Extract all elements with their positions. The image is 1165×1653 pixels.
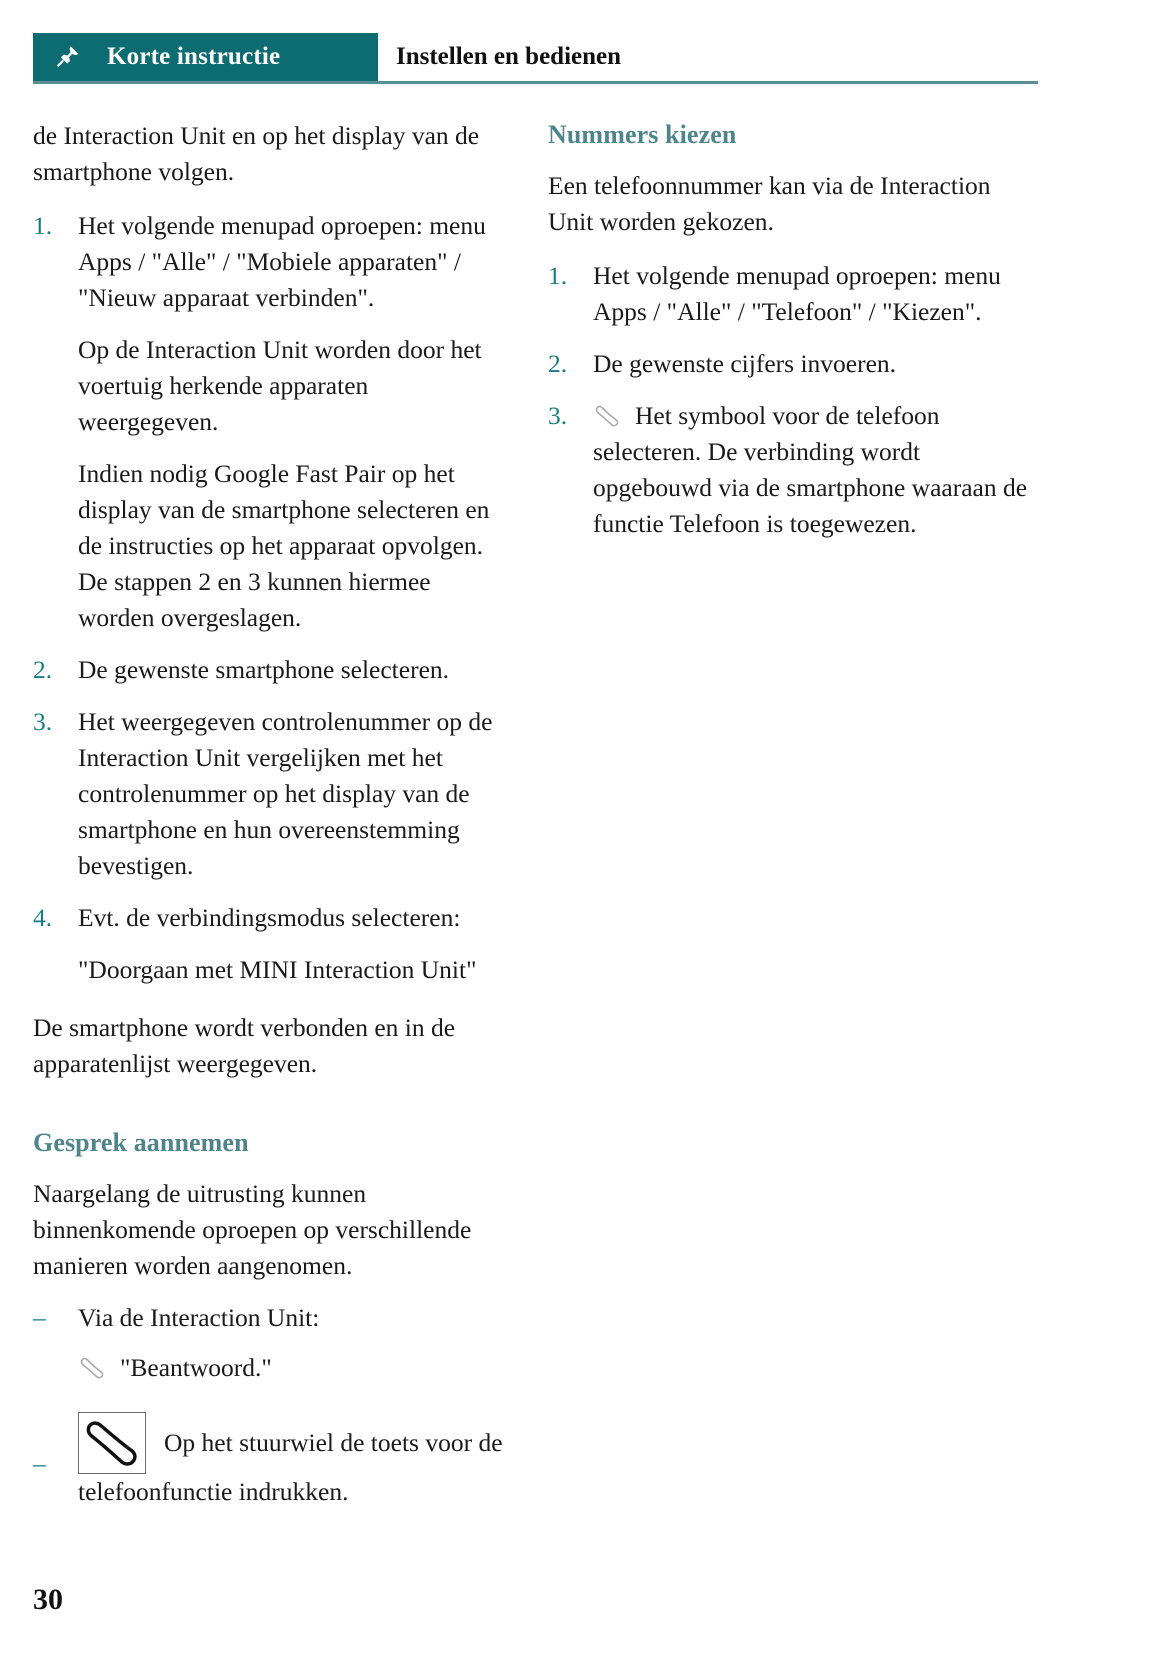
answer-command-label: "Beantwoord." [120, 1353, 272, 1382]
list-marker: 1. [548, 261, 568, 290]
list-marker: 2. [548, 349, 568, 378]
list-item [548, 398, 1028, 542]
pushpin-icon [55, 44, 81, 70]
dash-marker: – [33, 1449, 46, 1478]
closing-paragraph: De smartphone wordt verbonden en in de apparatenlijst weergegeven. [33, 1013, 456, 1078]
list-item-subtext: Op de Interaction Unit worden door het voertuig herkende apparaten weergegeven. [78, 335, 482, 436]
section-intro-paragraph: Naargelang de uitrusting kunnen binnenkomende oproepen op verschillende manieren worden aangenomen. [33, 1179, 472, 1280]
list-item-text: Het volgende menupad oproepen: menu Apps / "Alle" / "Mobiele apparaten" / "Nieuw apparaat verbinden". [78, 211, 486, 312]
phone-handset-icon [78, 1355, 108, 1381]
list-item-text: Evt. de verbindingsmodus selecteren: [78, 903, 461, 932]
list-item [548, 346, 1028, 382]
list-item-text: De gewenste smartphone selecteren. [78, 655, 450, 684]
list-marker: 1. [33, 211, 53, 240]
list-marker: 3. [33, 707, 53, 736]
list-marker: 4. [33, 903, 53, 932]
list-item-subtext: Indien nodig Google Fast Pair op het display van de smartphone selecteren en de instructies op het apparaat opvolgen. De stappen 2 en 3 kunnen hiermee worden overgeslagen. [78, 459, 490, 632]
list-item [33, 1300, 513, 1336]
header-chapter-tab [33, 33, 378, 81]
dial-steps-list [548, 258, 1028, 542]
section-heading-gesprek-aannemen: Gesprek aannemen [33, 1128, 249, 1157]
list-marker: 2. [33, 655, 53, 684]
list-item [33, 208, 513, 636]
pairing-steps-list [33, 208, 513, 988]
list-item-text: De gewenste cijfers invoeren. [593, 349, 897, 378]
list-item [33, 1412, 513, 1510]
list-item-text: Het volgende menupad oproepen: menu Apps / "Alle" / "Telefoon" / "Kiezen". [593, 261, 1001, 326]
list-item-text: Het symbool voor de telefoon selecteren. De verbinding wordt opgebouwd via de smartphone waaraan de functie Telefoon is toegewezen. [593, 401, 1028, 538]
right-column [548, 118, 1028, 542]
dash-marker: – [33, 1303, 46, 1332]
intro-paragraph: de Interaction Unit en op het display van de smartphone volgen. [33, 121, 480, 186]
wheel-key-text-part2: telefoonfunctie indrukken. [78, 1477, 349, 1506]
page-number: 30 [33, 1583, 63, 1616]
page-title: Instellen en bedienen [396, 43, 622, 70]
list-item [548, 258, 1028, 330]
header-chapter-label: Korte instructie [107, 43, 281, 70]
list-marker: 3. [548, 401, 568, 430]
list-item-text: Het weergegeven controlenummer op de Interaction Unit vergelijken met het controlenummer op het display van de smartphone en hun overeenstemming bevestigen. [78, 707, 493, 880]
section-intro-paragraph: Een telefoonnummer kan via de Interaction Unit worden gekozen. [548, 171, 991, 236]
list-item-subtext: "Doorgaan met MINI Interaction Unit" [78, 955, 477, 984]
wheel-key-text-part1: Op het stuurwiel de toets voor de [164, 1428, 503, 1457]
list-item-text: Via de Interaction Unit: [78, 1303, 320, 1332]
list-item [33, 900, 513, 988]
page-header [0, 33, 1038, 81]
section-heading-nummers-kiezen: Nummers kiezen [548, 120, 737, 149]
answer-command-row [78, 1350, 513, 1386]
steering-wheel-phone-key-icon [78, 1412, 146, 1474]
list-item [33, 704, 513, 884]
left-column [33, 118, 513, 1510]
header-rule [33, 81, 1038, 84]
list-item [33, 652, 513, 688]
phone-handset-icon [593, 403, 623, 429]
